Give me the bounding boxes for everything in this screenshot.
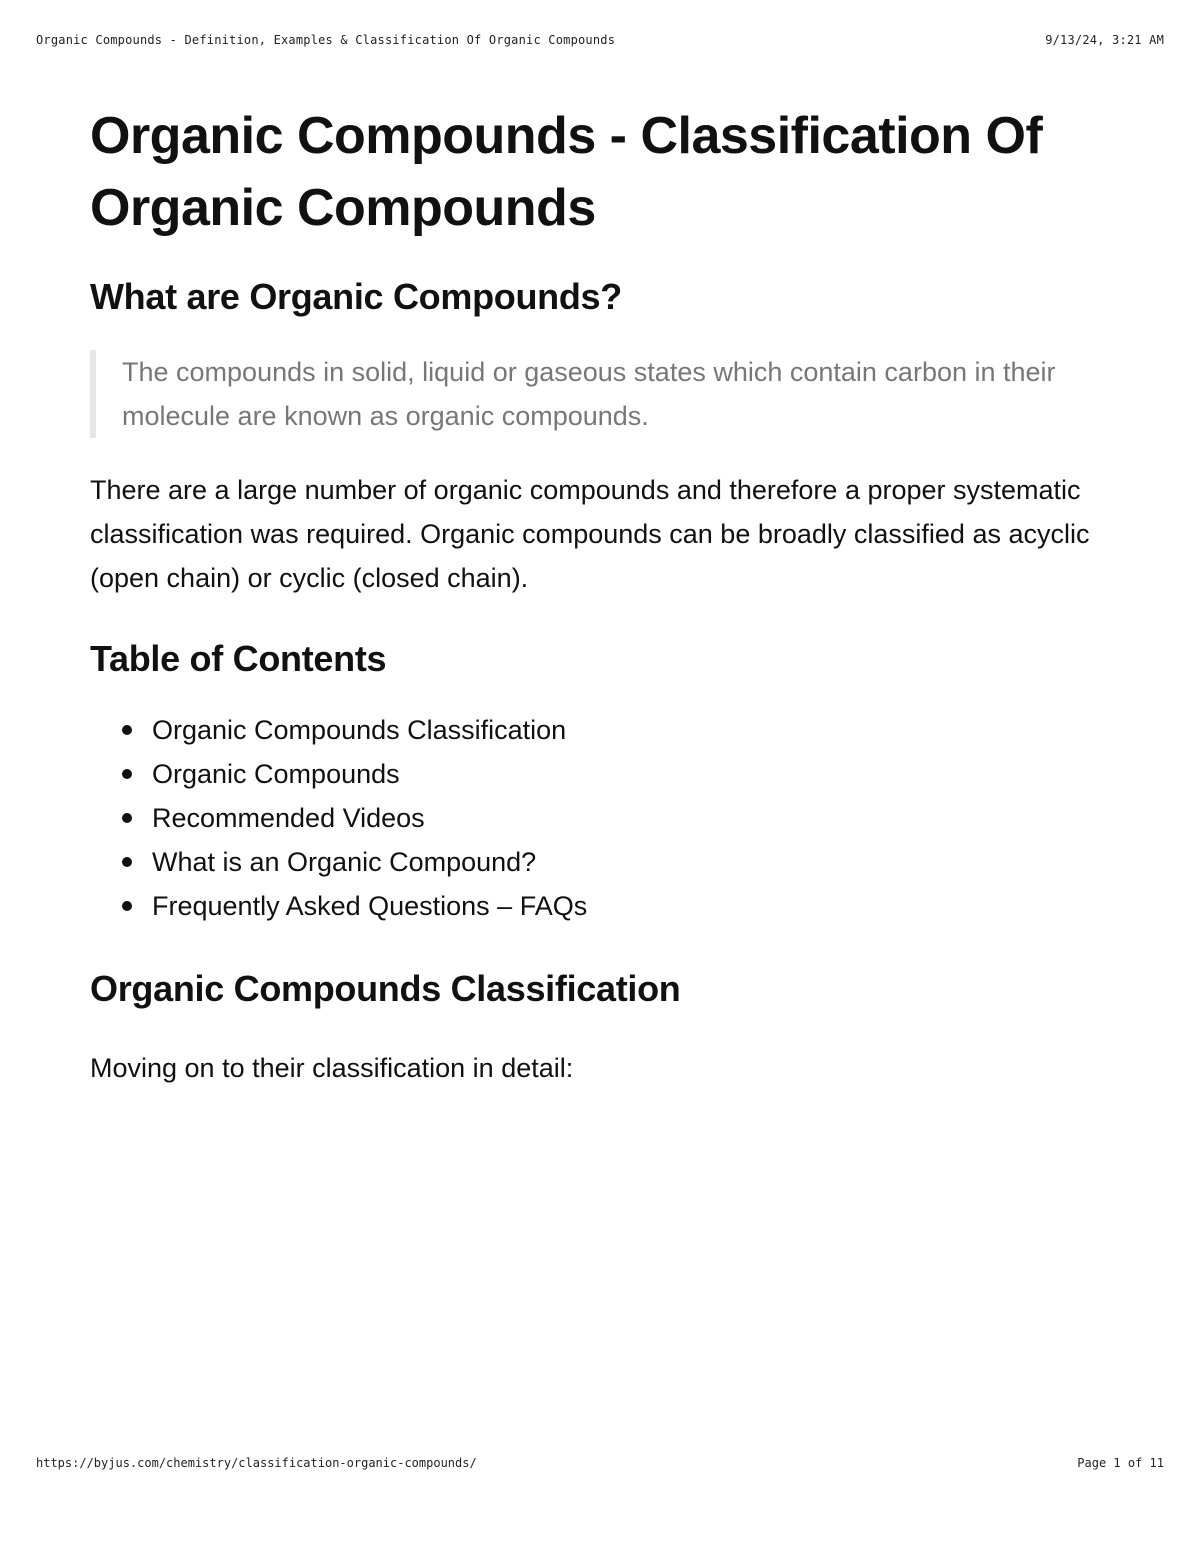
toc-item-what-is-organic-compound[interactable] [152, 840, 1110, 884]
toc-item-label: Organic Compounds Classification [152, 715, 567, 745]
heading-what-are-organic-compounds: What are Organic Compounds? [90, 276, 622, 317]
page-title: Organic Compounds - Classification Of Organic Compounds [90, 107, 1043, 237]
print-footer-page-number: Page 1 of 11 [1077, 1456, 1164, 1470]
toc-item-label: Recommended Videos [152, 803, 425, 833]
print-header [36, 33, 1164, 53]
bullet-icon [122, 813, 132, 823]
toc-item-recommended-videos[interactable] [152, 796, 1110, 840]
definition-blockquote: The compounds in solid, liquid or gaseous states which contain carbon in their molecule are known as organic compounds. [90, 350, 1110, 438]
print-header-title: Organic Compounds - Definition, Examples & Classification Of Organic Compounds [36, 33, 616, 47]
bullet-icon [122, 857, 132, 867]
toc-item-label: Frequently Asked Questions – FAQs [152, 891, 588, 921]
toc-item-organic-compounds[interactable] [152, 752, 1110, 796]
toc-item-classification[interactable] [152, 708, 1110, 752]
toc-item-label: Organic Compounds [152, 759, 400, 789]
bullet-icon [122, 769, 132, 779]
print-footer [36, 1456, 1164, 1476]
print-footer-url: https://byjus.com/chemistry/classification-organic-compounds/ [36, 1456, 477, 1470]
toc-item-faqs[interactable] [152, 884, 1110, 928]
article-content [90, 100, 1110, 1090]
toc-item-label: What is an Organic Compound? [152, 847, 537, 877]
bullet-icon [122, 725, 132, 735]
heading-table-of-contents: Table of Contents [90, 638, 387, 679]
print-header-datetime: 9/13/24, 3:21 AM [1045, 33, 1164, 47]
classification-intro-paragraph: Moving on to their classification in detail: [90, 1053, 574, 1083]
table-of-contents-list [90, 708, 1110, 928]
heading-organic-compounds-classification: Organic Compounds Classification [90, 968, 681, 1009]
intro-paragraph: There are a large number of organic compounds and therefore a proper systematic classification was required. Organic compounds can be broadly classified as acyclic (open chain) or cyclic (closed chain). [90, 475, 1090, 593]
bullet-icon [122, 901, 132, 911]
